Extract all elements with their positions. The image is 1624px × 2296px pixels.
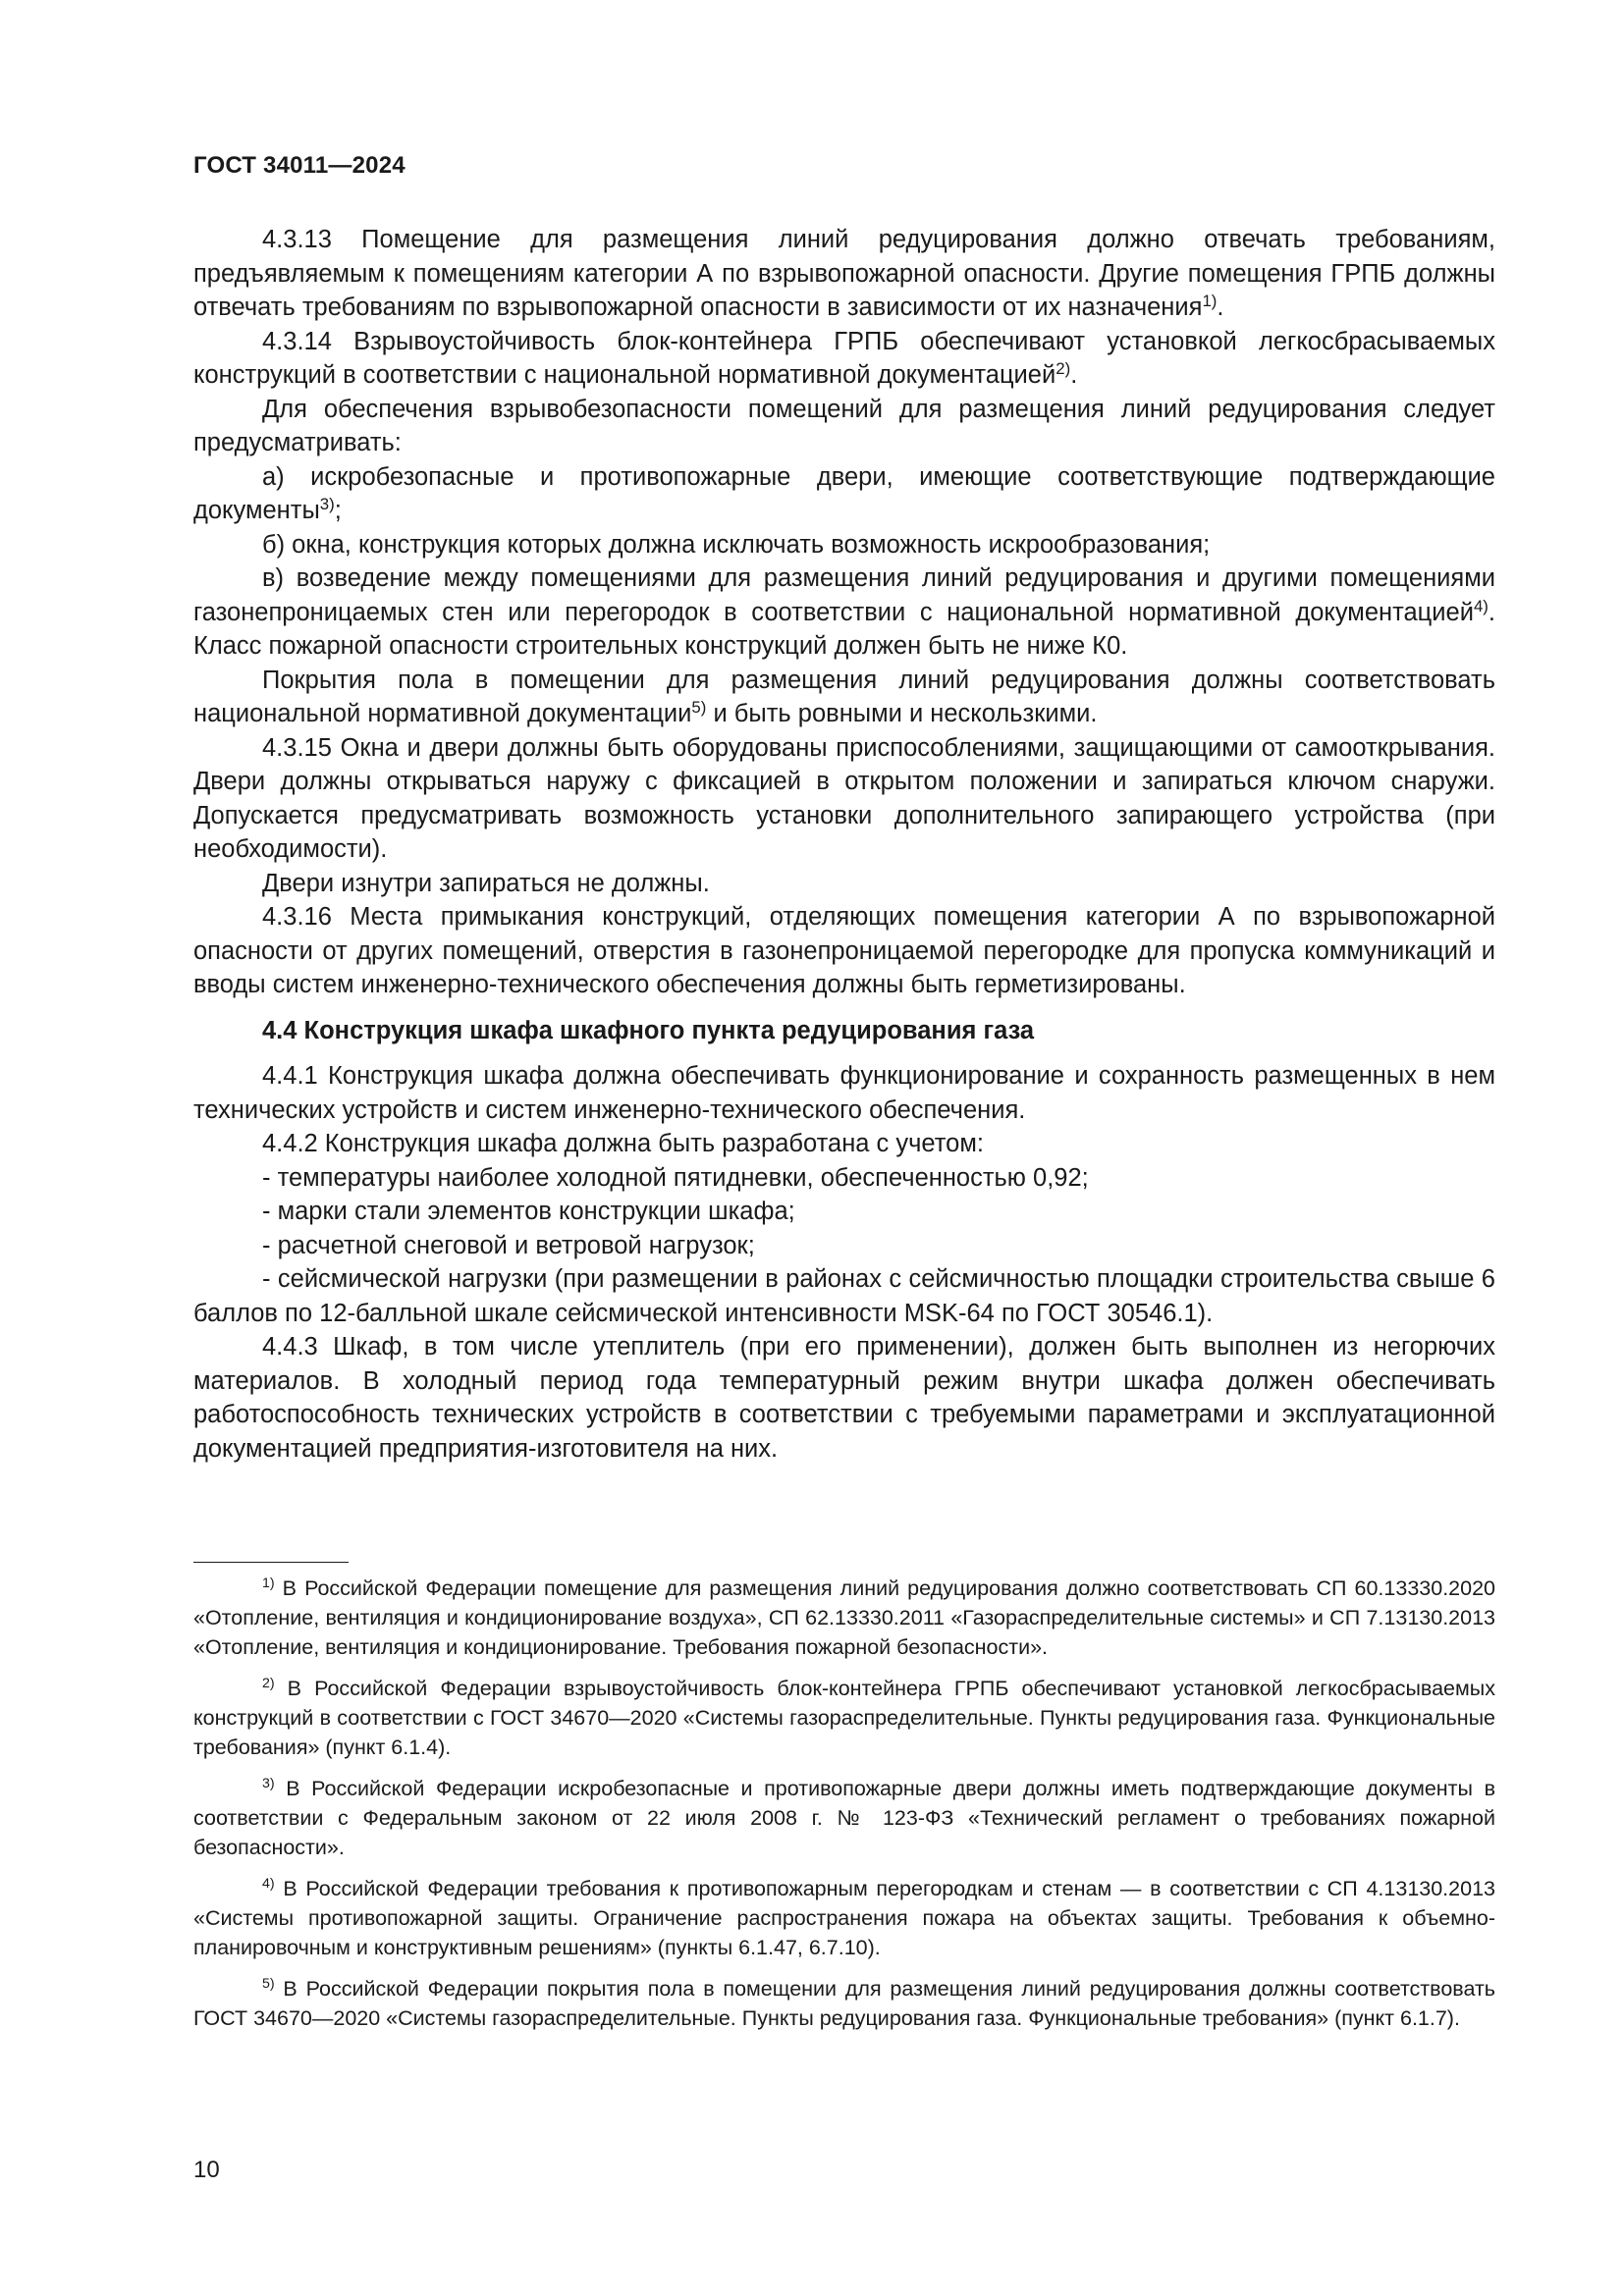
footnote-3: $^{3)}$ В Российской Федерации искробезопасные и противопожарные двери должны иметь подтверждающие документы в соответствии с Федеральным законом от 22 июля 2008 г. № 123-ФЗ «Технический регламент о требованиях пожарной безопасности». — [193, 1776, 1495, 1859]
paragraph-4-4-3: 4.4.3 Шкаф, в том числе утеплитель (при его применении), должен быть выполнен из негорючих материалов. В холодный период года температурный режим внутри шкафа должен обеспечивать работоспособность технических устройств в соответствии с требуемыми параметрами и эксплуатационной документацией предприятия-изготовителя на них. — [193, 1333, 1495, 1463]
document-header: ГОСТ 34011—2024 — [193, 152, 406, 179]
paragraph-doors-inside: Двери изнутри запираться не должны. — [262, 869, 710, 897]
footnote-divider — [193, 1562, 349, 1563]
footnote-ref-5[interactable]: 5) — [691, 697, 707, 717]
paragraph-explosion-safety-intro: Для обеспечения взрывобезопасности помещений для размещения линий редуцирования следует предусматривать: — [193, 395, 1495, 456]
footnote-ref-4[interactable]: 4) — [1473, 596, 1489, 615]
footnote-mark: 2) — [262, 1676, 275, 1692]
footnote-ref-1[interactable]: 1) — [1202, 291, 1218, 310]
footnotes — [193, 1574, 1495, 2045]
footnote-mark: 5) — [262, 1976, 275, 1993]
footnote-ref-2[interactable]: 2) — [1056, 358, 1071, 378]
footnote-1: $^{1)}$ В Российской Федерации помещение для размещения линий редуцирования должно соответствовать СП 60.13330.2020 «Отопление, вентиляция и кондиционирование воздуха», СП 62.13330.2011 «Газораспределительные системы» и СП 7.13130.2013 «Отопление, вентиляция и кондиционирование. Требования пожарной безопасности». — [193, 1575, 1495, 1659]
page-number: 10 — [193, 2157, 220, 2183]
footnote-ref-3[interactable]: 3) — [319, 494, 335, 513]
paragraph-4-3-16: 4.3.16 Места примыкания конструкций, отделяющих помещения категории А по взрывопожарной опасности от других помещений, отверстия в газонепроницаемой перегородке для пропуска коммуникаций и вводы систем инженерно-технического обеспечения должны быть герметизированы. — [193, 903, 1495, 998]
footnote-mark: 1) — [262, 1575, 275, 1592]
footnote-2: $^{2)}$ В Российской Федерации взрывоустойчивость блок-контейнера ГРПБ обеспечивают установкой легкосбрасываемых конструкций в соответствии с ГОСТ 34670—2020 «Системы газораспределительные. Пункты редуцирования газа. Функциональные требования» (пункт 6.1.4). — [193, 1676, 1495, 1759]
footnote-4: $^{4)}$ В Российской Федерации требования к противопожарным перегородкам и стенам — в соответствии с СП 4.13130.2013 «Системы противопожарной защиты. Ограничение распространения пожара на объектах защиты. Требования к объемно-планировочным и конструктивным решениям» (пункты 6.1.47, 6.7.10). — [193, 1876, 1495, 1959]
list-item-dash: - марки стали элементов конструкции шкафа; — [262, 1198, 795, 1225]
list-item-dash: - температуры наиболее холодной пятидневки, обеспеченностью 0,92; — [262, 1163, 1089, 1192]
list-item-dash: - сейсмической нагрузки (при размещении в районах с сейсмичностью площадки строительства свыше 6 баллов по 12-балльной шкале сейсмической интенсивности MSK-64 по ГОСТ 30546.1). — [193, 1265, 1495, 1327]
footnote-5: $^{5)}$ В Российской Федерации покрытия пола в помещении для размещения линий редуцирования должны соответствовать ГОСТ 34670—2020 «Системы газораспределительные. Пункты редуцирования газа. Функциональные требования» (пункт 6.1.7). — [193, 1976, 1495, 2030]
footnote-mark: 3) — [262, 1776, 275, 1792]
paragraph-4-3-14: 4.3.14 Взрывоустойчивость блок-контейнера ГРПБ обеспечивают установкой легкосбрасываемых конструкций в соответствии с национальной нормативной документацией$^{2)}$. — [193, 327, 1495, 389]
paragraph-4-3-13: 4.3.13 Помещение для размещения линий редуцирования должно отвечать требованиям, предъявляемым к помещениям категории А по взрывопожарной опасности. Другие помещения ГРПБ должны отвечать требованиям по взрывопожарной опасности в зависимости от их назначения$^{1)}$. — [193, 226, 1495, 321]
document-body — [193, 223, 1495, 1466]
paragraph-4-3-15: 4.3.15 Окна и двери должны быть оборудованы приспособлениями, защищающими от самооткрывания. Двери должны открываться наружу с фиксацией в открытом положении и запираться ключом снаружи. Допускается предусматривать возможность установки дополнительного запирающего устройства (при необходимости). — [193, 733, 1495, 863]
paragraph-4-4-2: 4.4.2 Конструкция шкафа должна быть разработана с учетом: — [262, 1130, 984, 1157]
section-heading-4-4: 4.4 Конструкция шкафа шкафного пункта редуцирования газа — [262, 1016, 1035, 1044]
list-item-b: б) окна, конструкция которых должна исключать возможность искрообразования; — [262, 530, 1211, 559]
list-item-dash: - расчетной снеговой и ветровой нагрузок; — [262, 1231, 755, 1259]
paragraph-4-4-1: 4.4.1 Конструкция шкафа должна обеспечивать функционирование и сохранность размещенных в нем технических устройств и систем инженерно-технического обеспечения. — [193, 1062, 1495, 1124]
footnote-mark: 4) — [262, 1876, 275, 1893]
list-item-v: в) возведение между помещениями для размещения линий редуцирования и другими помещениями газонепроницаемых стен или перегородок в соответствии с национальной нормативной документацией$^{4)}$. Класс пожарной опасности строительных конструкций должен быть не ниже К0. — [193, 564, 1495, 660]
paragraph-floor-coverings: Покрытия пола в помещении для размещения линий редуцирования должны соответствовать национальной нормативной документации$^{5)}$ и быть ровными и нескользкими. — [193, 666, 1495, 727]
list-item-a: а) искробезопасные и противопожарные двери, имеющие соответствующие подтверждающие документы$^{3)}$; — [193, 462, 1495, 524]
